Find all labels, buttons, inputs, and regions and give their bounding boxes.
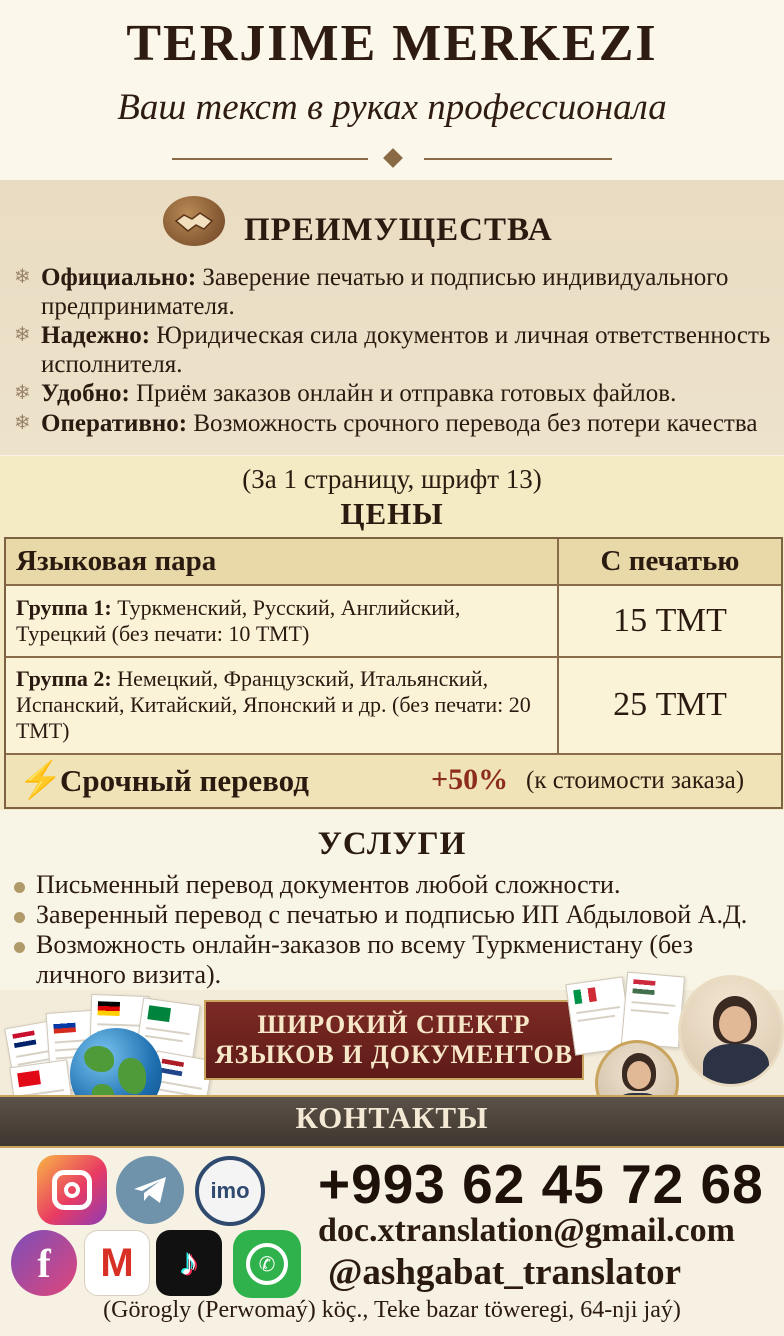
advantages-title: ПРЕИМУЩЕСТВА	[244, 212, 553, 248]
advantage-item	[14, 321, 784, 379]
document-icon	[621, 972, 685, 1049]
gmail-letter: M	[100, 1240, 134, 1285]
group-languages: Немецкий, Французский, Итальянский, Испанский, Китайский, Японский и др. (без печати: 20 ТМТ)	[16, 666, 531, 743]
snowflake-bullet-icon: ❄	[14, 324, 31, 346]
bullet-dot-icon	[14, 912, 25, 923]
advantage-text: Приём заказов онлайн и отправка готовых файлов.	[129, 380, 677, 407]
urgent-percent: +50%	[431, 763, 509, 796]
advantage-text: Юридическая сила документов и личная ответственность исполнителя.	[41, 322, 771, 378]
advantage-text: Заверение печатью и подписью индивидуального предпринимателя.	[41, 264, 729, 320]
advantage-item	[14, 409, 784, 438]
email-address[interactable]: doc.xtranslation@gmail.com	[318, 1212, 735, 1249]
facebook-icon[interactable]: f	[11, 1230, 77, 1296]
group-languages: Туркменский, Русский, Английский, Турецкий (без печати: 10 ТМТ)	[16, 595, 461, 646]
snowflake-bullet-icon: ❄	[14, 266, 31, 288]
divider-right	[424, 158, 612, 160]
service-text: Возможность онлайн-заказов по всему Туркменистану (без личного визита).	[36, 930, 694, 989]
urgent-note: (к стоимости заказа)	[526, 767, 745, 794]
advantage-item	[14, 379, 784, 408]
lightning-bolt-icon: ⚡	[18, 760, 63, 800]
advantage-item	[14, 263, 784, 321]
social-handle[interactable]: @ashgabat_translator	[328, 1252, 682, 1293]
service-text: Заверенный перевод с печатью и подписью ИП Абдыловой А.Д.	[36, 900, 748, 929]
bullet-dot-icon	[14, 942, 25, 953]
table-row-group-1-description	[6, 586, 559, 658]
column-header-with-seal: С печатью	[559, 539, 781, 586]
group-label: Группа 1:	[16, 595, 112, 620]
advantage-term: Удобно:	[41, 380, 130, 407]
table-row-group-2-price: 25 ТМТ	[559, 658, 781, 755]
telegram-icon[interactable]	[116, 1156, 184, 1224]
snowflake-bullet-icon: ❄	[14, 382, 31, 404]
prices-title: ЦЕНЫ	[340, 496, 444, 531]
advantage-term: Официально:	[41, 264, 197, 291]
banner-line-1: ШИРОКИЙ СПЕКТР	[257, 1010, 531, 1039]
advantage-term: Надежно:	[41, 322, 151, 349]
address: (Görogly (Perwomaý) köç., Teke bazar töweregi, 64-nji jaý)	[103, 1297, 681, 1323]
banner-line-2: ЯЗЫКОВ И ДОКУМЕНТОВ	[214, 1040, 574, 1069]
table-row-group-1-price: 15 ТМТ	[559, 586, 781, 658]
handshake-icon	[163, 196, 225, 246]
advantage-term: Оперативно:	[41, 410, 188, 437]
group-label: Группа 2:	[16, 666, 112, 691]
instagram-icon[interactable]	[37, 1155, 107, 1225]
services-title: УСЛУГИ	[317, 826, 467, 862]
tiktok-note: ♪	[179, 1241, 199, 1284]
table-row-group-2-description	[6, 658, 559, 755]
service-item	[14, 870, 784, 900]
advantage-text: Возможность срочного перевода без потери качества	[187, 410, 758, 437]
price-note: (За 1 страницу, шрифт 13)	[242, 464, 542, 494]
service-item	[14, 900, 784, 930]
gmail-icon[interactable]	[84, 1230, 150, 1296]
snowflake-bullet-icon: ❄	[14, 412, 31, 434]
languages-banner	[204, 1000, 584, 1080]
tiktok-icon[interactable]	[156, 1230, 222, 1296]
page-subtitle: Ваш текст в руках профессионала	[117, 87, 667, 128]
urgent-translation-row	[6, 755, 781, 807]
price-table	[4, 537, 783, 809]
page-title: TERJIME MERKEZI	[126, 15, 658, 72]
urgent-label: Срочный перевод	[60, 763, 309, 798]
phone-number[interactable]: +993 62 45 72 68	[318, 1153, 764, 1215]
service-text: Письменный перевод документов любой сложности.	[36, 870, 621, 899]
imo-icon[interactable]: imo	[195, 1156, 265, 1226]
column-header-language-pair: Языковая пара	[6, 539, 559, 586]
translator-photo	[678, 975, 784, 1087]
whatsapp-icon[interactable]: ✆	[233, 1230, 301, 1298]
bullet-dot-icon	[14, 882, 25, 893]
contacts-title: КОНТАКТЫ	[295, 1100, 489, 1135]
divider-left	[172, 158, 368, 160]
